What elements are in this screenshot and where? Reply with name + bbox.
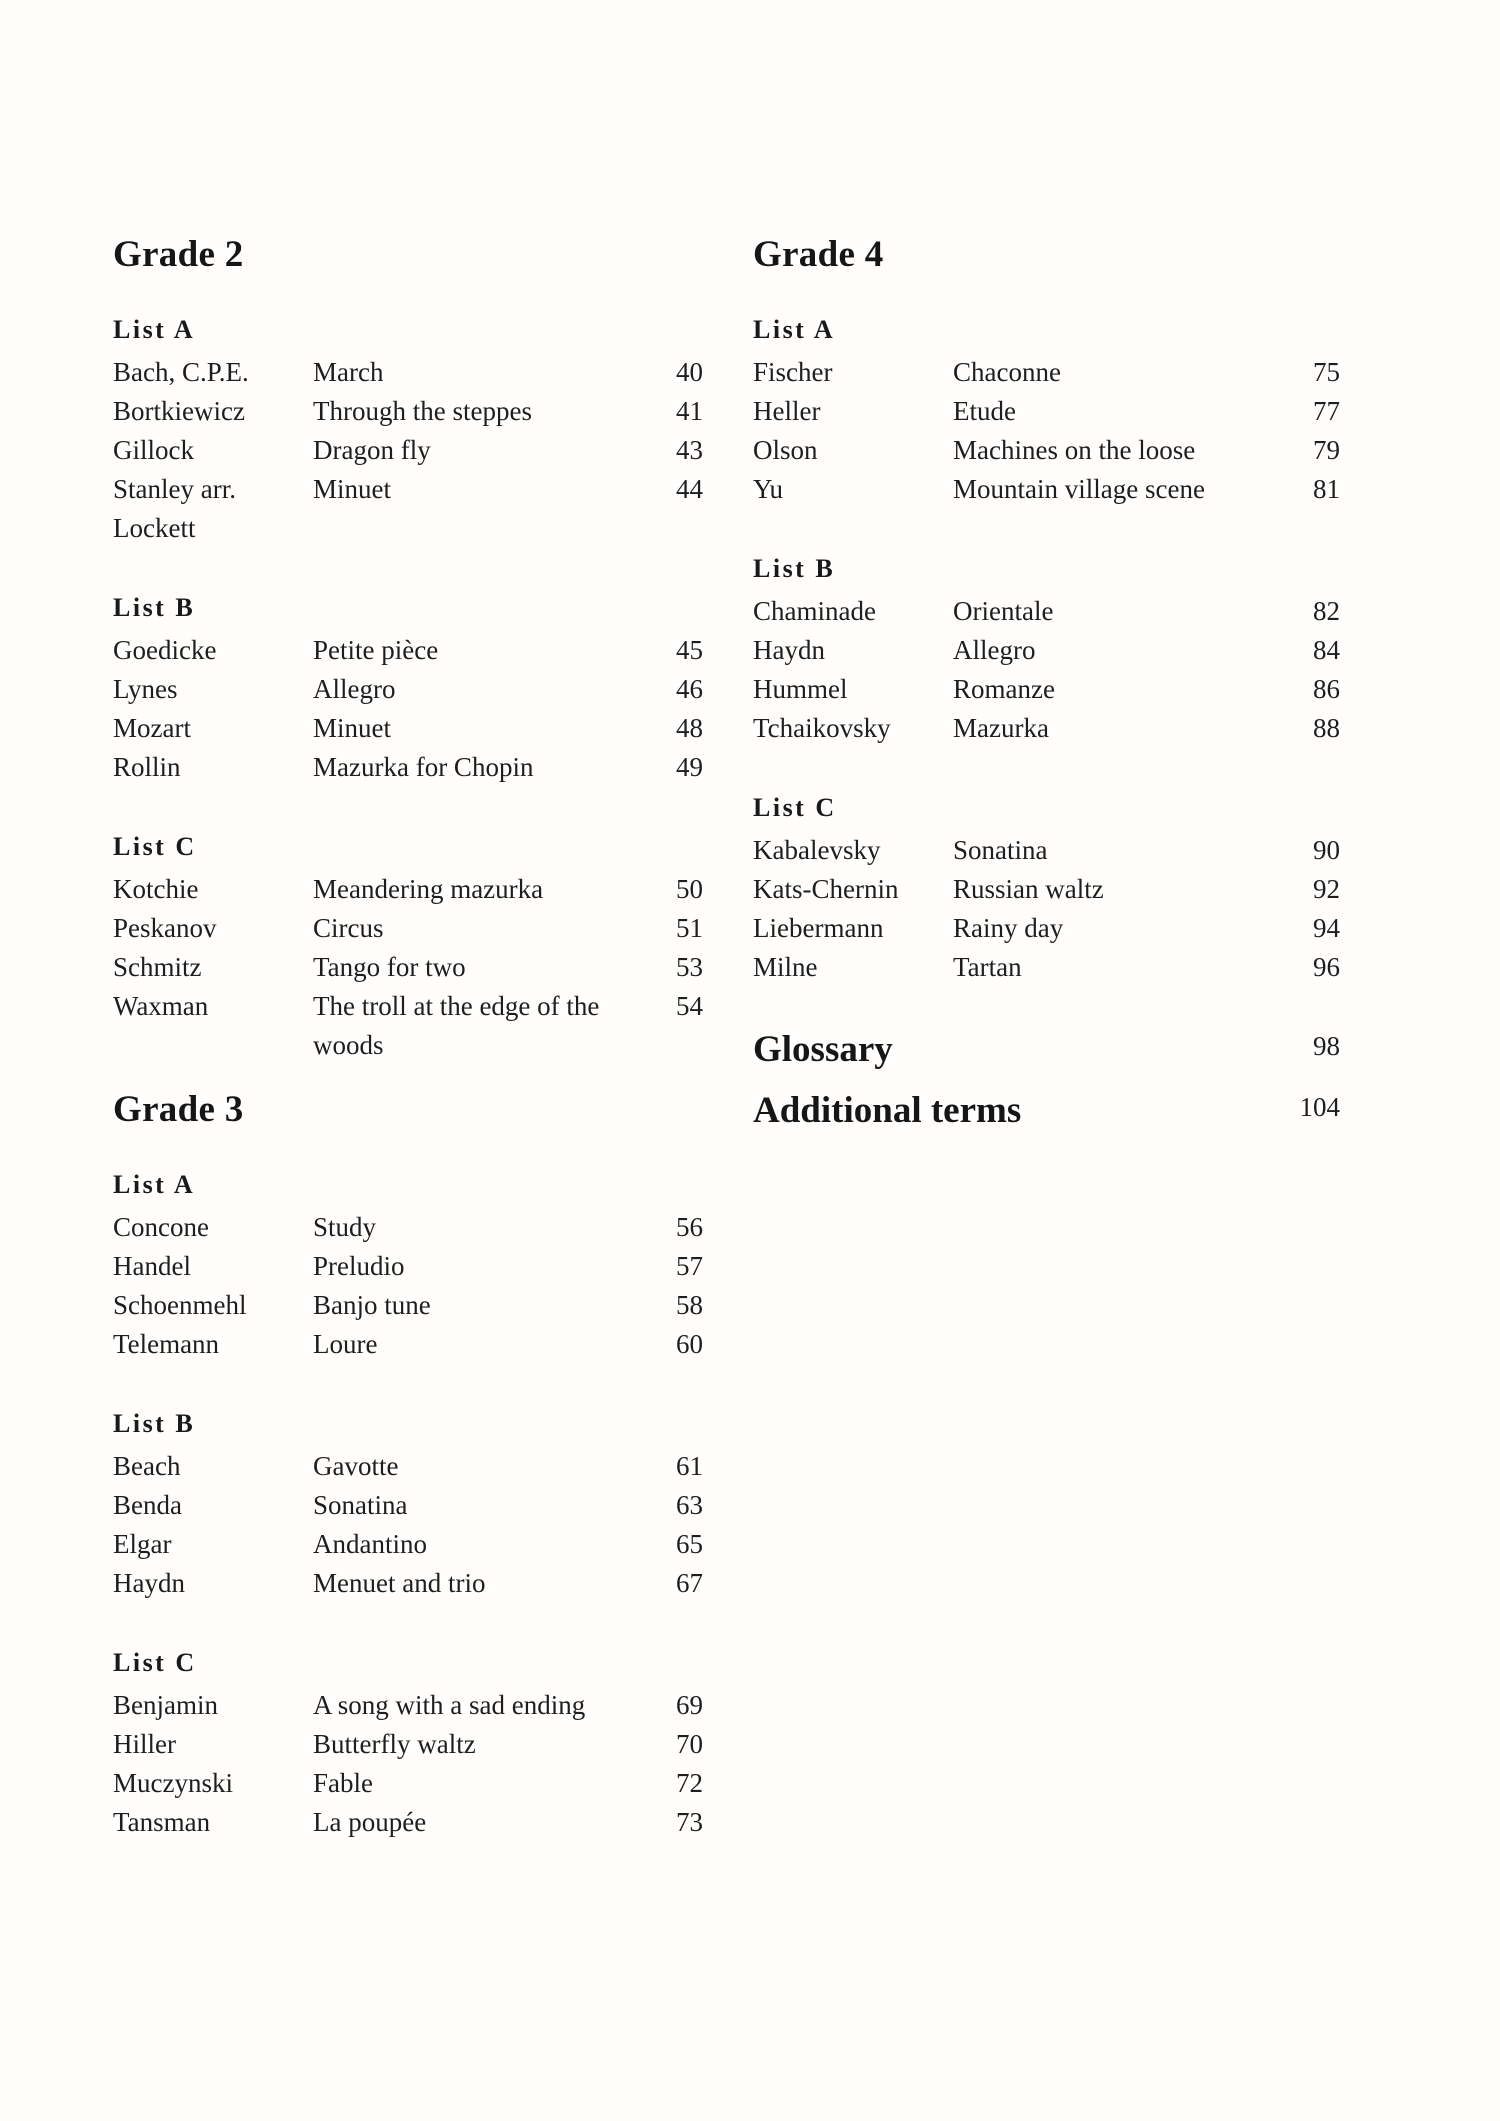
composer: Lynes <box>113 674 178 704</box>
piece-title: Meandering mazurka <box>313 874 544 904</box>
toc-entry <box>753 631 1340 670</box>
piece-title: La poupée <box>313 1807 427 1837</box>
toc-entry <box>753 709 1340 748</box>
composer: Benjamin <box>113 1690 218 1720</box>
piece-title: Chaconne <box>953 357 1061 387</box>
piece-title: Study <box>313 1212 377 1242</box>
page-number: 53 <box>676 952 703 982</box>
composer: Tchaikovsky <box>753 713 891 743</box>
toc-entry <box>113 1725 703 1764</box>
grade-4-heading: Grade 4 <box>753 234 884 275</box>
piece-title: Minuet <box>313 474 391 504</box>
list-a-label: List A <box>113 1170 196 1199</box>
page-number: 69 <box>676 1690 703 1720</box>
piece-title: March <box>313 357 384 387</box>
toc-entry <box>113 748 703 787</box>
toc-entry <box>113 1286 703 1325</box>
grade-3-list-a <box>113 1165 703 1364</box>
grade-2-list-c <box>113 827 703 1065</box>
composer: Chaminade <box>753 596 876 626</box>
composer: Tansman <box>113 1807 211 1837</box>
composer: Mozart <box>113 713 191 743</box>
page-number: 72 <box>676 1768 703 1798</box>
page-number: 88 <box>1313 713 1340 743</box>
page-number: 90 <box>1313 835 1340 865</box>
piece-title: Fable <box>313 1768 373 1798</box>
piece-title: Circus <box>313 913 384 943</box>
composer: Haydn <box>113 1568 185 1598</box>
page-number: 98 <box>1313 1031 1340 1061</box>
list-a-label: List A <box>113 315 196 344</box>
page-number: 58 <box>676 1290 703 1320</box>
piece-title: Preludio <box>313 1251 405 1281</box>
page-number: 48 <box>676 713 703 743</box>
piece-title: Machines on the loose <box>953 435 1196 465</box>
page-number: 70 <box>676 1729 703 1759</box>
grade-3-heading: Grade 3 <box>113 1089 244 1130</box>
back-matter <box>753 1027 1340 1134</box>
composer: Concone <box>113 1212 209 1242</box>
list-b-label: List B <box>113 1409 196 1438</box>
piece-title: The troll at the edge of the woods <box>313 991 600 1060</box>
toc-entry <box>753 431 1340 470</box>
toc-entry <box>113 353 703 392</box>
page-number: 54 <box>676 991 703 1021</box>
toc-entry <box>753 831 1340 870</box>
page-number: 50 <box>676 874 703 904</box>
composer: Bortkiewicz <box>113 396 245 426</box>
composer: Milne <box>753 952 818 982</box>
right-column <box>753 232 1340 1134</box>
piece-title: Sonatina <box>953 835 1048 865</box>
grade-3-list-c <box>113 1643 703 1842</box>
piece-title: Banjo tune <box>313 1290 431 1320</box>
page-number: 65 <box>676 1529 703 1559</box>
piece-title: Allegro <box>313 674 396 704</box>
composer: Schmitz <box>113 952 202 982</box>
toc-entry <box>113 670 703 709</box>
toc-entry <box>113 909 703 948</box>
composer: Benda <box>113 1490 182 1520</box>
page-number: 94 <box>1313 913 1340 943</box>
page-number: 57 <box>676 1251 703 1281</box>
page-number: 84 <box>1313 635 1340 665</box>
composer: Bach, C.P.E. <box>113 357 249 387</box>
composer: Rollin <box>113 752 181 782</box>
piece-title: Andantino <box>313 1529 427 1559</box>
page-number: 45 <box>676 635 703 665</box>
toc-entry <box>753 909 1340 948</box>
glossary-entry <box>753 1027 1340 1073</box>
additional-terms-heading: Additional terms <box>753 1090 1022 1131</box>
piece-title: Russian waltz <box>953 874 1104 904</box>
grade-3-list-b <box>113 1404 703 1603</box>
toc-entry <box>113 392 703 431</box>
page-number: 77 <box>1313 396 1340 426</box>
toc-entry <box>113 1764 703 1803</box>
composer: Stanley arr. Lockett <box>113 474 236 543</box>
page-number: 104 <box>1299 1092 1340 1122</box>
composer: Peskanov <box>113 913 217 943</box>
piece-title: Loure <box>313 1329 378 1359</box>
page-number: 73 <box>676 1807 703 1837</box>
list-c-label: List C <box>113 1648 197 1677</box>
piece-title: Tango for two <box>313 952 466 982</box>
toc-entry <box>753 948 1340 987</box>
section-grade-2 <box>113 232 703 1065</box>
page-number: 86 <box>1313 674 1340 704</box>
left-column <box>113 232 703 1882</box>
page-number: 46 <box>676 674 703 704</box>
piece-title: Dragon fly <box>313 435 431 465</box>
composer: Heller <box>753 396 821 426</box>
toc-entry <box>113 1325 703 1364</box>
page-number: 44 <box>676 474 703 504</box>
piece-title: Mazurka <box>953 713 1049 743</box>
piece-title: Mountain village scene <box>953 474 1205 504</box>
toc-entry <box>113 1803 703 1842</box>
page-number: 75 <box>1313 357 1340 387</box>
toc-entry <box>113 987 703 1065</box>
piece-title: Gavotte <box>313 1451 399 1481</box>
page-number: 60 <box>676 1329 703 1359</box>
composer: Muczynski <box>113 1768 233 1798</box>
composer: Hummel <box>753 674 848 704</box>
grade-2-list-b <box>113 588 703 787</box>
toc-entry <box>113 631 703 670</box>
toc-entry <box>113 1564 703 1603</box>
page-number: 79 <box>1313 435 1340 465</box>
toc-entry <box>113 1247 703 1286</box>
toc-entry <box>753 392 1340 431</box>
toc-entry <box>753 353 1340 392</box>
toc-entry <box>113 1686 703 1725</box>
toc-entry <box>113 431 703 470</box>
toc-entry <box>113 470 703 548</box>
toc-entry <box>753 470 1340 509</box>
page-number: 61 <box>676 1451 703 1481</box>
toc-entry <box>113 1447 703 1486</box>
additional-terms-entry <box>753 1088 1340 1134</box>
page-number: 40 <box>676 357 703 387</box>
composer: Fischer <box>753 357 833 387</box>
piece-title: A song with a sad ending <box>313 1690 586 1720</box>
composer: Haydn <box>753 635 825 665</box>
list-b-label: List B <box>113 593 196 622</box>
composer: Beach <box>113 1451 181 1481</box>
toc-entry <box>113 1525 703 1564</box>
piece-title: Butterfly waltz <box>313 1729 476 1759</box>
page-number: 92 <box>1313 874 1340 904</box>
grade-4-list-b <box>753 549 1340 748</box>
page-number: 63 <box>676 1490 703 1520</box>
toc-entry <box>113 870 703 909</box>
page-number: 96 <box>1313 952 1340 982</box>
composer: Waxman <box>113 991 209 1021</box>
toc-entry <box>753 592 1340 631</box>
grade-4-list-c <box>753 788 1340 987</box>
composer: Elgar <box>113 1529 172 1559</box>
grade-2-heading: Grade 2 <box>113 234 244 275</box>
section-grade-4 <box>753 232 1340 987</box>
toc-entry <box>753 670 1340 709</box>
page-number: 51 <box>676 913 703 943</box>
composer: Goedicke <box>113 635 217 665</box>
page-number: 43 <box>676 435 703 465</box>
composer: Hiller <box>113 1729 176 1759</box>
piece-title: Orientale <box>953 596 1054 626</box>
list-c-label: List C <box>753 793 837 822</box>
composer: Kats-Chernin <box>753 874 899 904</box>
piece-title: Romanze <box>953 674 1055 704</box>
piece-title: Minuet <box>313 713 391 743</box>
page-number: 49 <box>676 752 703 782</box>
composer: Yu <box>753 474 784 504</box>
page-number: 67 <box>676 1568 703 1598</box>
piece-title: Mazurka for Chopin <box>313 752 534 782</box>
composer: Handel <box>113 1251 191 1281</box>
composer: Schoenmehl <box>113 1290 247 1320</box>
piece-title: Sonatina <box>313 1490 408 1520</box>
piece-title: Through the steppes <box>313 396 532 426</box>
toc-entry <box>753 870 1340 909</box>
list-b-label: List B <box>753 554 836 583</box>
list-c-label: List C <box>113 832 197 861</box>
list-a-label: List A <box>753 315 836 344</box>
piece-title: Petite pièce <box>313 635 439 665</box>
composer: Kotchie <box>113 874 199 904</box>
page-number: 56 <box>676 1212 703 1242</box>
composer: Liebermann <box>753 913 884 943</box>
piece-title: Tartan <box>953 952 1022 982</box>
toc-entry <box>113 709 703 748</box>
page-number: 41 <box>676 396 703 426</box>
toc-entry <box>113 948 703 987</box>
grade-4-list-a <box>753 310 1340 509</box>
piece-title: Allegro <box>953 635 1036 665</box>
piece-title: Etude <box>953 396 1016 426</box>
composer: Kabalevsky <box>753 835 881 865</box>
section-grade-3 <box>113 1087 703 1842</box>
toc-entry <box>113 1486 703 1525</box>
grade-2-list-a <box>113 310 703 548</box>
composer: Olson <box>753 435 818 465</box>
composer: Gillock <box>113 435 194 465</box>
piece-title: Rainy day <box>953 913 1064 943</box>
toc-entry <box>113 1208 703 1247</box>
page-number: 82 <box>1313 596 1340 626</box>
composer: Telemann <box>113 1329 220 1359</box>
glossary-heading: Glossary <box>753 1029 893 1070</box>
page-number: 81 <box>1313 474 1340 504</box>
piece-title: Menuet and trio <box>313 1568 486 1598</box>
